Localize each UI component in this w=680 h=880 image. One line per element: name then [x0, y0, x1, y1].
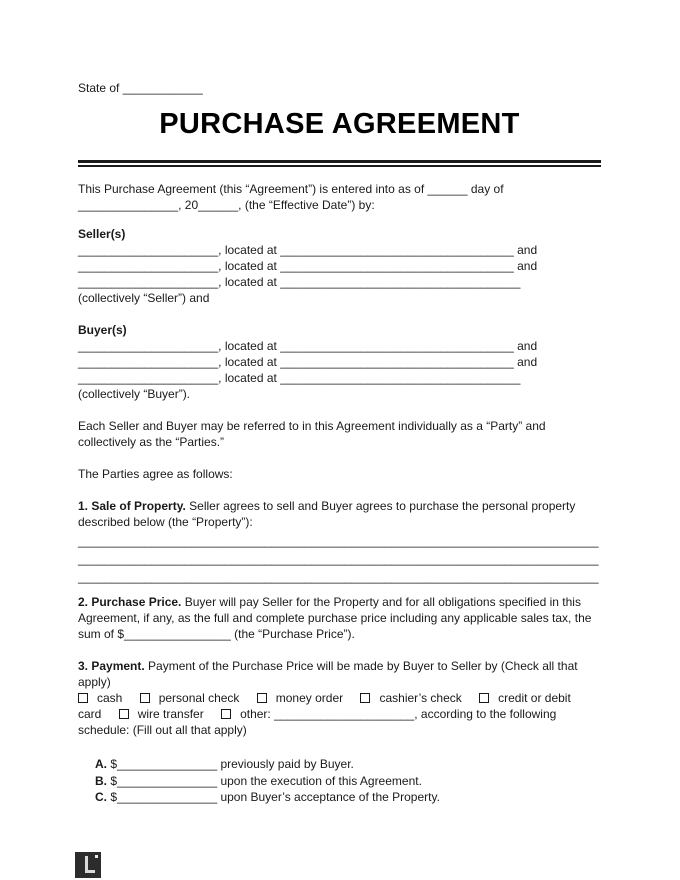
- section-purchase-price: [78, 594, 601, 642]
- intro-paragraph: This Purchase Agreement (this “Agreement”) is entered into as of ______ day of _______________, 20______, (the “Effective Date”) by:: [78, 182, 504, 213]
- buyers-footer: (collectively “Buyer”).: [78, 387, 191, 402]
- property-description-lines: [78, 532, 601, 586]
- property-blank-line[interactable]: ______________________________________________________________________________: [78, 552, 599, 567]
- schedule-text[interactable]: $_______________ upon Buyer’s acceptance of the Property.: [107, 790, 440, 805]
- section-payment-lead: 3. Payment.: [78, 659, 145, 674]
- cashiers-check-checkbox-icon[interactable]: [360, 693, 370, 703]
- sellers-footer: (collectively “Seller”) and: [78, 291, 210, 306]
- section-sale-lead: 1. Sale of Property.: [78, 499, 186, 514]
- credit-debit-checkbox-icon[interactable]: [479, 693, 489, 703]
- section-price-body: Buyer will pay Seller for the Property and for all obligations specified in this Agreement, if any, as the full and complete purchase price including any applicable sales tax, the sum of $________________ (the “Purchase Price”).: [78, 595, 592, 642]
- party-clause: Each Seller and Buyer may be referred to in this Agreement individually as a “Party” and collectively as the “Parties.”: [78, 419, 546, 450]
- section-price-lead: 2. Purchase Price.: [78, 595, 182, 610]
- personal-check-checkbox-icon[interactable]: [140, 693, 150, 703]
- other-blank[interactable]: _____________________: [270, 707, 415, 722]
- seller-row[interactable]: _____________________, located at ___________________________________ and: [78, 243, 538, 258]
- payment-method-money-order: [257, 691, 343, 705]
- letter-l-glyph: [85, 856, 95, 873]
- credit-debit-label: credit or debit card: [78, 691, 571, 722]
- page-title: PURCHASE AGREEMENT: [159, 108, 520, 140]
- schedule-letter: C.: [95, 790, 107, 805]
- agree-clause: The Parties agree as follows:: [78, 467, 233, 482]
- payment-method-personal-check: [140, 691, 240, 705]
- section-sale-of-property: [78, 498, 601, 530]
- section-payment-intro: Payment of the Purchase Price will be made by Buyer to Seller by (Check all that apply): [78, 659, 578, 690]
- payment-method-cashiers-check: [360, 691, 461, 705]
- schedule-letter: B.: [95, 773, 107, 788]
- wire-transfer-label: wire transfer: [137, 707, 204, 722]
- payment-method-wire-transfer: [119, 707, 204, 721]
- section-sale-body: Seller agrees to sell and Buyer agrees to purchase the personal property described below (the “Property”):: [78, 499, 576, 530]
- section-payment: [78, 658, 601, 738]
- other-label: other:: [240, 707, 271, 722]
- title-divider: [78, 160, 601, 167]
- money-order-label: money order: [275, 691, 344, 706]
- seller-row[interactable]: _____________________, located at ___________________________________ and: [78, 259, 538, 274]
- property-blank-line[interactable]: ______________________________________________________________________________: [78, 570, 599, 585]
- property-blank-line[interactable]: ______________________________________________________________________________: [78, 534, 599, 549]
- schedule-letter: A.: [95, 757, 107, 772]
- logo-corner-chip: [95, 855, 98, 858]
- payment-schedule-list: [78, 756, 601, 805]
- schedule-item-c: [95, 789, 601, 805]
- buyer-row[interactable]: _____________________, located at ___________________________________ and: [78, 339, 538, 354]
- buyer-row[interactable]: _____________________, located at ___________________________________ and: [78, 355, 538, 370]
- payment-method-cash: [78, 691, 122, 705]
- schedule-text[interactable]: $_______________ upon the execution of this Agreement.: [107, 773, 422, 788]
- buyer-row[interactable]: _____________________, located at ____________________________________: [78, 371, 521, 386]
- money-order-checkbox-icon[interactable]: [257, 693, 267, 703]
- sellers-heading: Seller(s): [78, 227, 126, 242]
- cashiers-check-label: cashier’s check: [379, 691, 462, 706]
- buyers-heading: Buyer(s): [78, 323, 127, 338]
- payment-schedule-text: , according to the following schedule: (Fill out all that apply): [78, 707, 557, 738]
- cash-checkbox-icon[interactable]: [78, 693, 88, 703]
- state-of-line[interactable]: State of ____________: [78, 81, 203, 95]
- personal-check-label: personal check: [158, 691, 240, 706]
- schedule-item-b: [95, 773, 601, 789]
- schedule-text[interactable]: $_______________ previously paid by Buyer.: [107, 757, 354, 772]
- other-checkbox-icon[interactable]: [221, 709, 231, 719]
- schedule-item-a: [95, 756, 601, 772]
- seller-row[interactable]: _____________________, located at ____________________________________: [78, 275, 521, 290]
- brand-logo-icon: [75, 852, 101, 878]
- cash-label: cash: [97, 691, 123, 706]
- wire-transfer-checkbox-icon[interactable]: [119, 709, 129, 719]
